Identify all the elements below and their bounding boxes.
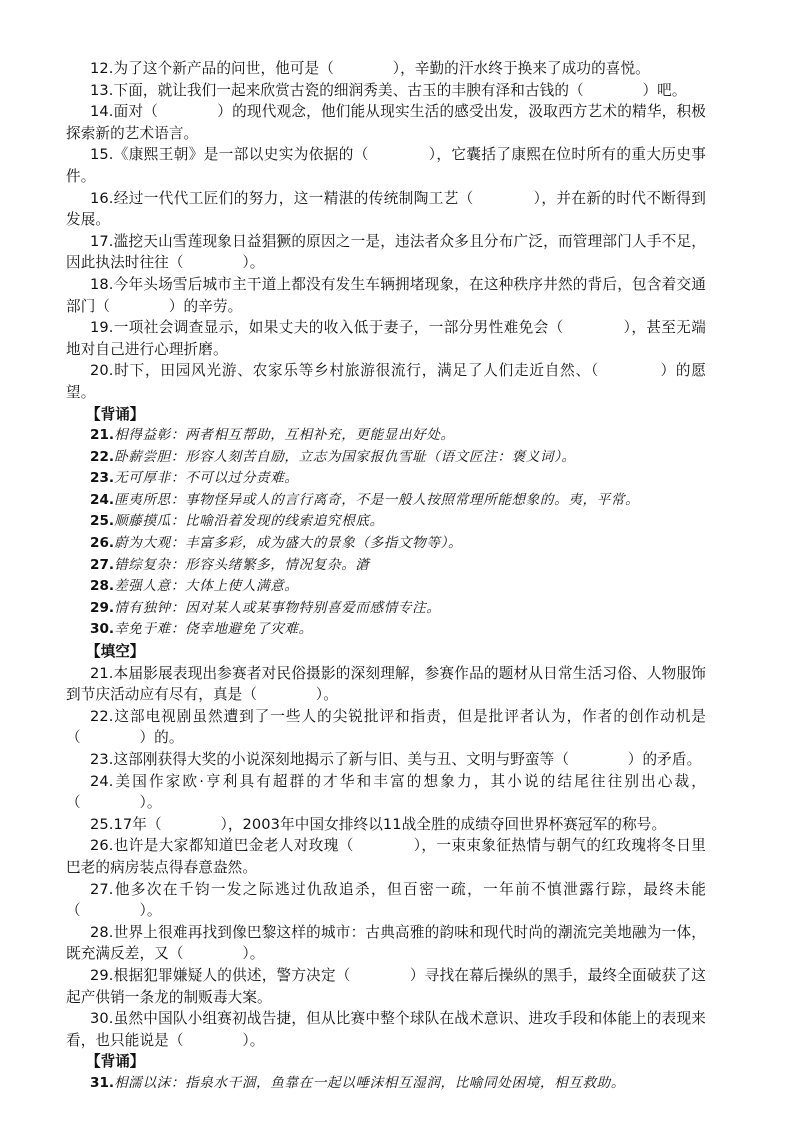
recite-item: 29.情有独钟：因对某人或某事物特别喜爱而感情专注。 [90,599,441,616]
section-heading-recite-2: 【背诵】 [86,1053,145,1071]
recite-list-1 [66,425,706,641]
fill-item-21: 21.本届影展表现出参赛者对民俗摄影的深刻理解，参赛作品的题材从日常生活习俗、人物服饰到节庆活动应有尽有，真是（ ）。 [66,664,706,704]
recite-item: 22.卧薪尝胆：形容人刻苦自励，立志为国家报仇雪耻（语文匠注：褒义词）。 [90,448,576,465]
question-item-14: 14.面对（ ）的现代观念，他们能从现实生活的感受出发，汲取西方艺术的精华，积极探索新的艺术语言。 [66,103,706,142]
question-item-19: 19.一项社会调查显示，如果丈夫的收入低于妻子，一部分男性难免会（ ），甚至无端地对自己进行心理折磨。 [66,319,706,358]
section-heading-fill: 【填空】 [86,643,145,661]
fill-item-25: 25.17年（ ），2003年中国女排终以11战全胜的成绩夺回世界杯赛冠军的称号。 [90,815,667,833]
recite-item: 28.差强人意：大体上使人满意。 [90,578,299,595]
question-list-2 [66,663,706,1052]
question-item-17: 17.滥挖天山雪莲现象日益猖獗的原因之一是，违法者众多且分布广泛，而管理部门人手不足，因此执法时往往（ ）。 [66,232,706,272]
question-item-12: 12.为了这个新产品的问世，他可是（ ），辛勤的汗水终于换来了成功的喜悦。 [90,60,650,77]
question-list-1 [66,58,706,404]
fill-item-26: 26.也许是大家都知道巴金老人对玫瑰（ ），一束束象征热情与朝气的红玫瑰将冬日里巴老的病房装点得春意盎然。 [66,837,706,876]
recite-list-2 [66,1073,706,1095]
fill-item-22: 22.这部电视剧虽然遭到了一些人的尖锐批评和指责，但是批评者认为，作者的创作动机是（ ）的。 [66,707,706,747]
question-item-13: 13.下面，就让我们一起来欣赏古瓷的细润秀美、古玉的丰腴有泽和古钱的（ ）吧。 [90,81,687,99]
recite-item: 26.蔚为大观：丰富多彩，成为盛大的景象（多指文物等）。 [90,535,463,552]
recite-item: 24.匪夷所思：事物怪异或人的言行离奇，不是一般人按照常理所能想象的。夷，平常。 [90,491,640,508]
recite-item: 30.幸免于难：侥幸地避免了灾难。 [90,621,313,638]
section-heading-recite: 【背诵】 [86,405,145,423]
fill-item-29: 29.根据犯罪嫌疑人的供述，警方决定（ ）寻找在幕后操纵的黑手，最终全面破获了这起产供销一条龙的制贩毒大案。 [66,966,706,1006]
recite-item: 21.相得益彰：两者相互帮助，互相补充，更能显出好处。 [90,427,455,444]
question-item-20: 20.时下，田园风光游、农家乐等乡村旅游很流行，满足了人们走近自然、（ ）的愿望。 [66,362,706,401]
fill-item-23: 23.这部刚获得大奖的小说深刻地揭示了新与旧、美与丑、文明与野蛮等（ ）的矛盾。 [90,751,702,768]
recite-item: 31.相濡以沫：指泉水干涸，鱼靠在一起以唾沫相互湿润，比喻同处困境，相互救助。 [90,1074,626,1091]
question-item-16: 16.经过一代代工匠们的努力，这一精湛的传统制陶工艺（ ），并在新的时代不断得到发展。 [66,189,706,229]
question-item-15: 15.《康熙王朝》是一部以史实为依据的（ ），它囊括了康熙在位时所有的重大历史事件。 [66,146,706,185]
recite-item: 23.无可厚非：不可以过分责难。 [90,470,299,487]
fill-item-30: 30.虽然中国队小组赛初战告捷，但从比赛中整个球队在战术意识、进攻手段和体能上的表现来看，也只能说是（ ）。 [66,1010,706,1049]
fill-item-24: 24.美国作家欧·亨利具有超群的才华和丰富的想象力，其小说的结尾往往别出心裁，（ ）。 [66,772,706,812]
fill-item-28: 28.世界上很难再找到像巴黎这样的城市：古典高雅的韵味和现代时尚的潮流完美地融为一体，既充满反差，又（ ）。 [66,923,706,963]
question-item-18: 18.今年头场雪后城市主干道上都没有发生车辆拥堵现象，在这种秩序井然的背后，包含着交通部门（ ）的辛劳。 [66,275,706,315]
fill-item-27: 27.他多次在千钧一发之际逃过仇敌追杀，但百密一疏，一年前不慎泄露行踪，最终未能（ ）。 [66,880,706,920]
recite-item: 27.错综复杂：形容头绪繁多，情况复杂。濸 [90,556,370,573]
recite-item: 25.顺藤摸瓜：比喻沿着发现的线索追究根底。 [90,513,384,530]
